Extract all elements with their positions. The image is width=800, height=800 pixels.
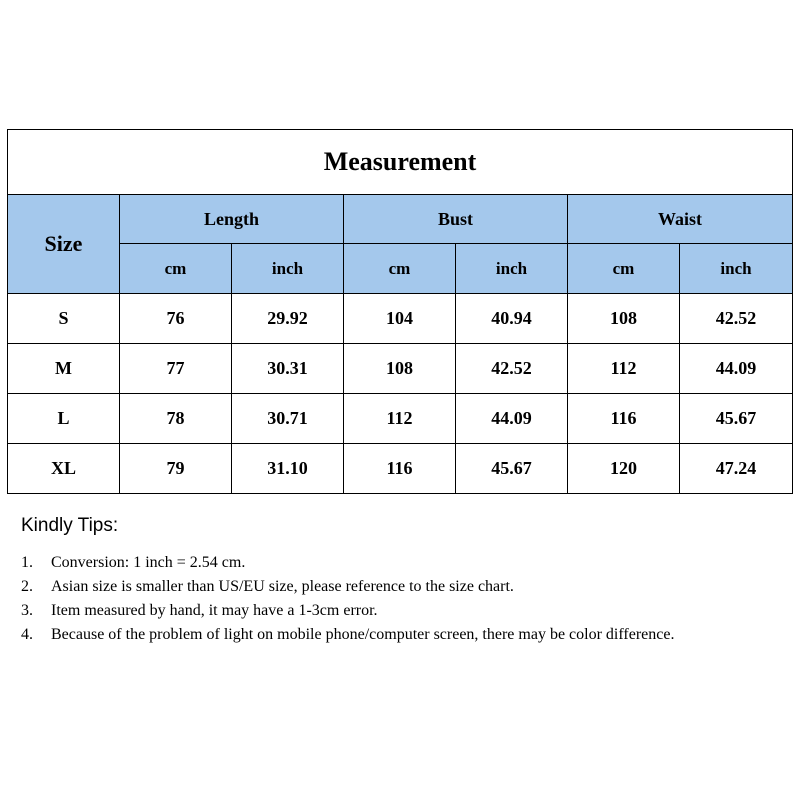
table-cell: 29.92 [232,294,344,344]
tip-item [21,599,781,623]
unit-header: inch [456,244,568,294]
table-row [8,394,793,444]
table-cell: 30.31 [232,344,344,394]
tips-title: Kindly Tips: [21,515,119,536]
tip-text: Item measured by hand, it may have a 1-3cm error. [51,602,378,619]
tip-text: Conversion: 1 inch = 2.54 cm. [51,554,246,571]
table-cell: 44.09 [680,344,793,394]
unit-header: cm [344,244,456,294]
table-cell: 76 [120,294,232,344]
table-cell: 112 [344,394,456,444]
tip-number: 4. [21,626,33,643]
table-cell: 120 [568,444,680,494]
table-title-row [8,130,793,195]
tip-item [21,575,781,599]
table-cell: 77 [120,344,232,394]
table-cell: 79 [120,444,232,494]
table-cell: 78 [120,394,232,444]
table-cell: 112 [568,344,680,394]
table-title: Measurement [8,130,793,195]
table-row [8,344,793,394]
table-cell: 108 [344,344,456,394]
tips-list [21,551,781,647]
table-unit-header-row [8,244,793,294]
table-cell: 45.67 [680,394,793,444]
tip-number: 2. [21,578,33,595]
unit-header: inch [232,244,344,294]
table-cell: 45.67 [456,444,568,494]
size-cell: L [8,394,120,444]
bust-group-header: Bust [344,195,568,244]
table-cell: 47.24 [680,444,793,494]
table-cell: 30.71 [232,394,344,444]
waist-group-header: Waist [568,195,793,244]
table-cell: 108 [568,294,680,344]
table-cell: 116 [344,444,456,494]
tip-text: Because of the problem of light on mobile phone/computer screen, there may be color difference. [51,626,675,643]
tip-text: Asian size is smaller than US/EU size, please reference to the size chart. [51,578,514,595]
size-chart-table [7,129,793,494]
table-cell: 116 [568,394,680,444]
table-cell: 40.94 [456,294,568,344]
unit-header: cm [120,244,232,294]
tip-item [21,551,781,575]
size-column-header: Size [8,195,120,294]
table-cell: 44.09 [456,394,568,444]
size-cell: S [8,294,120,344]
table-cell: 42.52 [456,344,568,394]
tip-item [21,623,781,647]
length-group-header: Length [120,195,344,244]
table-group-header-row [8,195,793,244]
size-cell: M [8,344,120,394]
kindly-tips-section [21,515,781,647]
tip-number: 3. [21,602,33,619]
unit-header: cm [568,244,680,294]
table-row [8,444,793,494]
tip-number: 1. [21,554,33,571]
unit-header: inch [680,244,793,294]
table-cell: 42.52 [680,294,793,344]
table-row [8,294,793,344]
size-cell: XL [8,444,120,494]
table-cell: 31.10 [232,444,344,494]
table-cell: 104 [344,294,456,344]
